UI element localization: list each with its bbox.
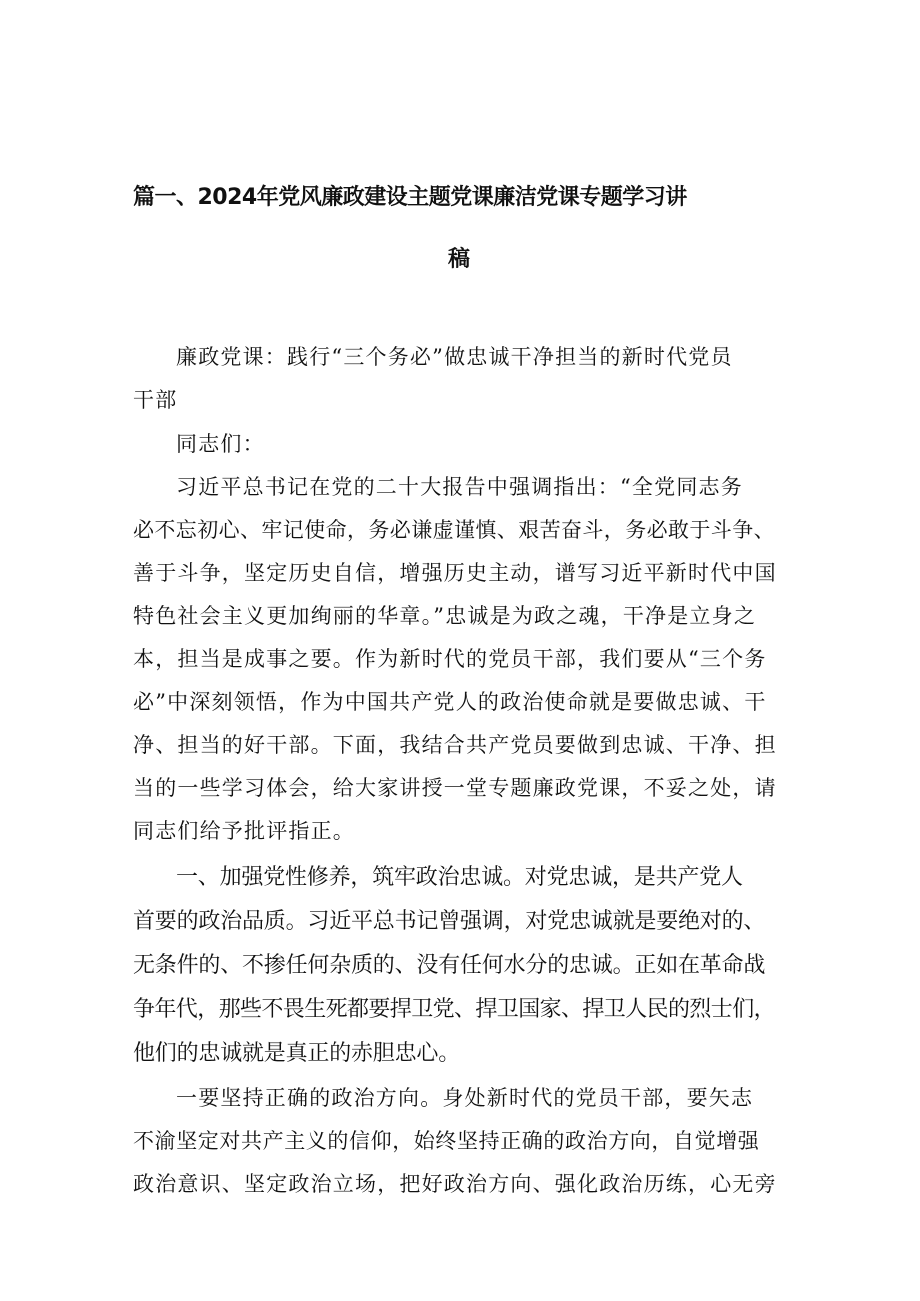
section-paragraph-line: 无条件的、不掺任何杂质的、没有任何水分的忠诚。正如在革命战	[133, 953, 766, 978]
paragraph-line: 政治意识、坚定政治立场，把好政治方向、强化政治历练，心无旁	[133, 1172, 777, 1196]
paragraph-line: 特色社会主义更加绚丽的华章。”忠诚是为政之魂，干净是立身之	[133, 604, 757, 628]
paragraph-line: 同志们给予批评指正。	[133, 819, 355, 843]
section-paragraph-line: 争年代，那些不畏生死都要捍卫党、捍卫国家、捍卫人民的烈士们，	[133, 997, 776, 1022]
paragraph-line: 习近平总书记在党的二十大报告中强调指出：“全党同志务	[176, 475, 743, 499]
paragraph-line: 本，担当是成事之要。作为新时代的党员干部，我们要从“三个务	[133, 647, 767, 671]
section-paragraph-line: 首要的政治品质。习近平总书记曾强调，对党忠诚就是要绝对的、	[133, 909, 766, 934]
paragraph-line: 一要坚持正确的政治方向。身处新时代的党员干部，要矢志	[176, 1086, 754, 1110]
paragraph-line: 必”中深刻领悟，作为中国共产党人的政治使命就是要做忠诚、干	[133, 690, 767, 714]
section-paragraph-line: 他们的忠诚就是真正的赤胆忠心。	[133, 1041, 461, 1066]
document-title-line-2: 稿	[448, 247, 470, 272]
document-title-line-1: 篇一、2024年党风廉政建设主题党课廉洁党课专题学习讲	[133, 185, 687, 210]
paragraph-line: 净、担当的好干部。下面，我结合共产党员要做到忠诚、干净、担	[133, 733, 777, 757]
paragraph-line: 善于斗争，坚定历史自信，增强历史主动，谱写习近平新时代中国	[133, 561, 777, 585]
paragraph-line: 当的一些学习体会，给大家讲授一堂专题廉政党课，不妥之处，请	[133, 776, 777, 800]
subtitle-line-1: 廉政党课：践行“三个务必”做忠诚干净担当的新时代党员	[176, 345, 733, 369]
section-heading-line: 一、加强党性修养，筑牢政治忠诚。对党忠诚，是共产党人	[176, 865, 743, 890]
subtitle-line-2: 干部	[133, 388, 178, 412]
paragraph-line: 不渝坚定对共产主义的信仰，始终坚持正确的政治方向，自觉增强	[133, 1129, 760, 1153]
salutation: 同志们：	[176, 432, 265, 456]
paragraph-line: 必不忘初心、牢记使命，务必谦虚谨慎、艰苦奋斗，务必敢于斗争、	[133, 518, 775, 542]
